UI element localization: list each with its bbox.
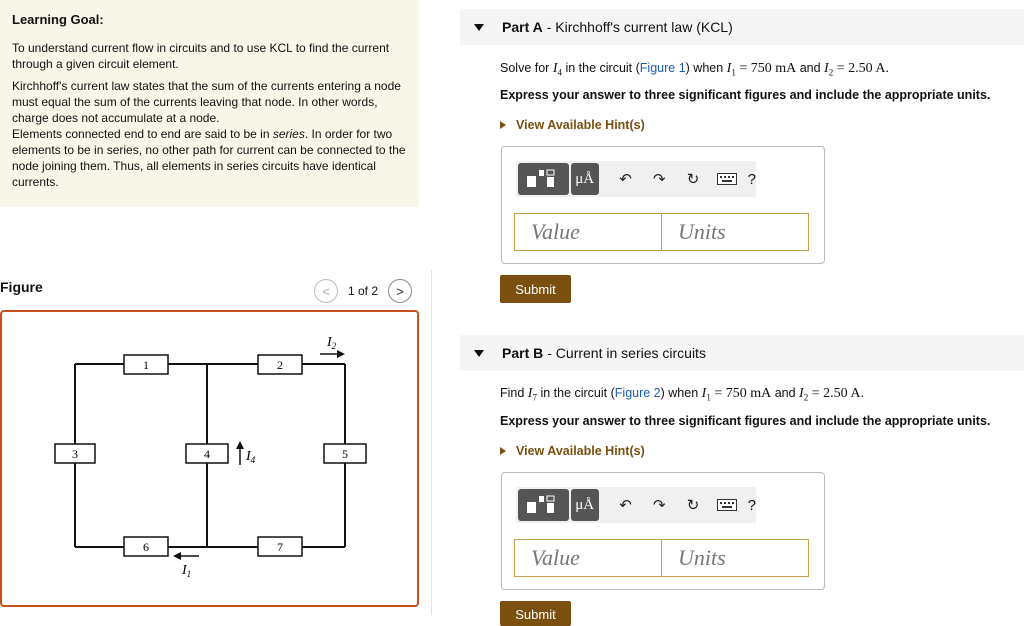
templates-icon (525, 168, 561, 190)
element-4-label: 4 (204, 447, 210, 461)
part-a-value-input[interactable]: Value (514, 213, 662, 251)
element-3-label: 3 (72, 447, 78, 461)
element-6-box (124, 537, 168, 556)
prev-figure-button[interactable]: < (314, 279, 338, 303)
templates-button[interactable] (518, 489, 569, 521)
part-b-header[interactable] (460, 335, 1024, 371)
part-a-toolbar (516, 161, 756, 197)
redo-icon[interactable]: ↷ (653, 171, 666, 188)
element-4-box (186, 444, 228, 463)
figure-frame (0, 310, 419, 607)
p3-start: Elements connected end to end are said to be in (12, 127, 273, 141)
part-b-instruction: Express your answer to three significant figures and include the appropriate units. (500, 414, 991, 428)
part-a-hint-link[interactable] (500, 118, 645, 132)
part-b-toolbar (516, 487, 756, 523)
part-b-submit-button[interactable]: Submit (500, 601, 571, 626)
learning-goal-panel (0, 0, 419, 207)
figure-title: Figure (0, 279, 43, 295)
collapse-triangle-icon (474, 24, 484, 31)
part-a-units-input[interactable]: Units (661, 213, 809, 251)
part-a-hint-text: View Available Hint(s) (516, 118, 645, 132)
element-2-box (258, 355, 302, 374)
units-symbol-button[interactable]: μÅ (571, 489, 599, 521)
part-b-units-input[interactable]: Units (661, 539, 809, 577)
i2-label: $I_2$ (327, 335, 337, 351)
figure-pager (314, 279, 412, 303)
learning-goal-p2: Kirchhoff's current law states that the sum of the currents entering a node must equal the sum of the currents leaving that node. In other words, charge does not accumulate at a node. (12, 79, 401, 125)
part-a-title: Kirchhoff's current law (KCL) (555, 19, 733, 35)
part-a-instruction: Express your answer to three significant figures and include the appropriate units. (500, 88, 991, 102)
element-7-box (258, 537, 302, 556)
learning-goal-title: Learning Goal: (12, 12, 104, 27)
templates-button[interactable] (518, 163, 569, 195)
part-a-submit-button[interactable]: Submit (500, 275, 571, 303)
part-a-label: Part A (502, 19, 543, 35)
element-1-box (124, 355, 168, 374)
part-b-value-input[interactable]: Value (514, 539, 662, 577)
keyboard-icon[interactable] (710, 163, 744, 195)
collapse-triangle-icon (474, 350, 484, 357)
caret-right-icon (500, 447, 506, 455)
learning-goal-p1: To understand current flow in circuits and to use KCL to find the current through a given circuit element. (12, 41, 390, 71)
undo-icon[interactable]: ↶ (619, 497, 632, 514)
templates-icon (525, 494, 561, 516)
part-a-question: Solve for $I_4$ in the circuit (Figure 1) when $I_1 = 750$ mA and $I_2 = 2.50$ A. (500, 61, 889, 78)
figure-page-count: 1 of 2 (348, 284, 379, 298)
units-symbol-button[interactable]: μÅ (571, 163, 599, 195)
i4-label: $I_4$ (246, 449, 256, 465)
keyboard-icon[interactable] (710, 489, 744, 521)
part-a-answer-box (501, 146, 825, 264)
i2-arrow (320, 350, 345, 358)
part-a-header[interactable] (460, 9, 1024, 45)
i4-arrow (236, 441, 244, 465)
figure-2-link[interactable]: Figure 2 (614, 386, 661, 400)
help-button[interactable]: ? (747, 496, 756, 514)
element-2-label: 2 (277, 358, 283, 372)
element-7-label: 7 (277, 540, 283, 554)
keyboard-svg (717, 173, 737, 185)
element-5-label: 5 (342, 447, 348, 461)
reset-icon[interactable]: ↻ (686, 497, 700, 514)
part-b-answer-box (501, 472, 825, 590)
circuit-diagram (2, 312, 417, 605)
part-b-sep: - (547, 345, 552, 361)
element-3-box (55, 444, 95, 463)
next-figure-button[interactable]: > (388, 279, 412, 303)
i1-arrow (173, 552, 199, 560)
p3-em: series (272, 127, 305, 141)
learning-goal-p3 (12, 126, 407, 190)
caret-right-icon (500, 121, 506, 129)
figure-1-link[interactable]: Figure 1 (639, 61, 686, 75)
reset-icon[interactable]: ↻ (686, 171, 700, 188)
element-5-box (324, 444, 366, 463)
part-b-hint-link[interactable] (500, 444, 645, 458)
p3-end: . In order for two elements to be in series, no other path for current can be connected to the node joining them. Thus, all elements in series circuits have identical currents. (12, 127, 406, 189)
part-b-question: Find $I_7$ in the circuit (Figure 2) when $I_1 = 750$ mA and $I_2 = 2.50$ A. (500, 386, 864, 403)
help-button[interactable]: ? (747, 170, 756, 188)
part-b-title: Current in series circuits (555, 345, 706, 361)
keyboard-svg (717, 499, 737, 511)
redo-icon[interactable]: ↷ (653, 497, 666, 514)
i1-label: $I_1$ (182, 563, 192, 579)
undo-icon[interactable]: ↶ (619, 171, 632, 188)
part-a-sep: - (546, 19, 552, 35)
column-divider (431, 270, 432, 615)
part-b-hint-text: View Available Hint(s) (516, 444, 645, 458)
element-1-label: 1 (143, 358, 149, 372)
part-b-label: Part B (502, 345, 544, 361)
element-6-label: 6 (143, 540, 149, 554)
